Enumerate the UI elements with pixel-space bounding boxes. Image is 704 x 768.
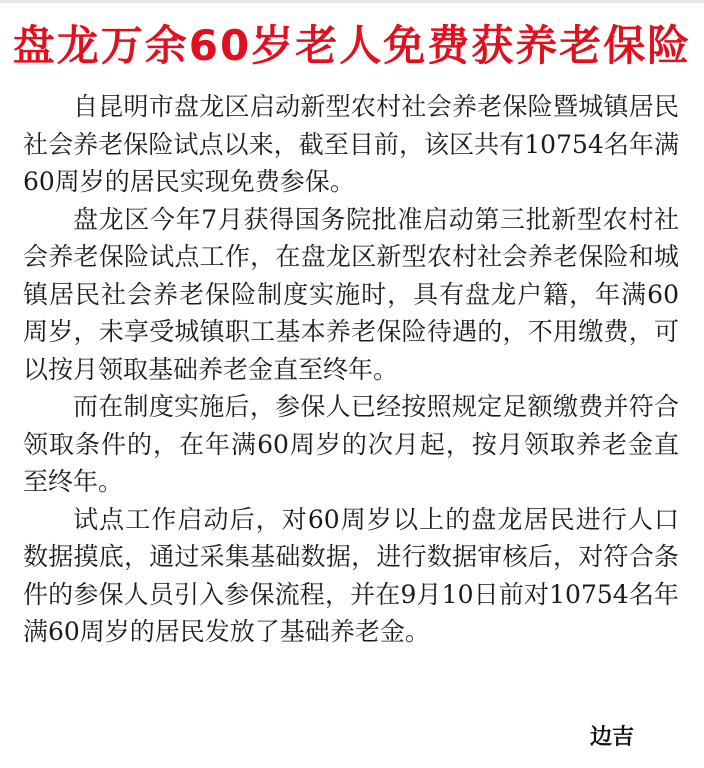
paragraph-1: 自昆明市盘龙区启动新型农村社会养老保险暨城镇居民社会养老保险试点以来，截至目前，该区共有10754名年满60周岁的居民实现免费参保。 xyxy=(23,92,679,196)
headline: 盘龙万余60岁老人免费获养老保险 xyxy=(12,21,692,70)
paragraph-3: 而在制度实施后，参保人已经按照规定足额缴费并符合领取条件的，在年满60周岁的次月起，按月领取养老金直至终年。 xyxy=(23,392,679,496)
paragraph-4: 试点工作启动后，对60周岁以上的盘龙居民进行人口数据摸底，通过采集基础数据，进行数据审核后，对符合条件的参保人员引入参保流程，并在9月10日前对10754名年满60周岁的居民发放了基础养老金。 xyxy=(23,504,679,646)
author-byline: 边吉 xyxy=(590,725,635,750)
article-body xyxy=(23,88,679,651)
paragraph-2: 盘龙区今年7月获得国务院批准启动第三批新型农村社会养老保险试点工作，在盘龙区新型农村社会养老保险和城镇居民社会养老保险制度实施时，具有盘龙户籍，年满60周岁，未享受城镇职工基本养老保险待遇的，不用缴费，可以按月领取基础养老金直至终年。 xyxy=(23,204,679,384)
top-divider xyxy=(0,0,704,3)
